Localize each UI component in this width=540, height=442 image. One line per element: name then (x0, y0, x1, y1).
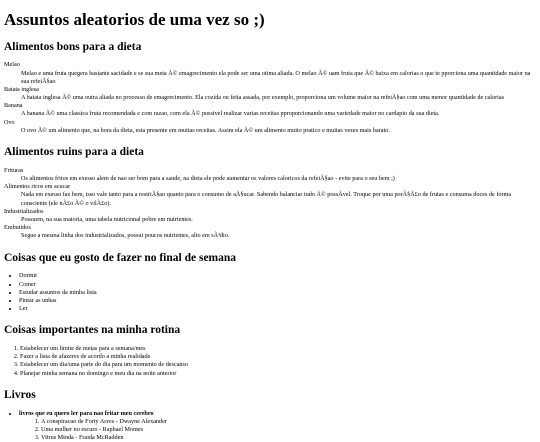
good-food-term: Banana (4, 102, 23, 110)
good-food-description: A batata inglesa Ã© uma outra aliada no processo de emagrecimento. Ela cozida ou feita assada, por exemplo, proporciona um volume maior na refeiÃ§ao com uma menor quantidade de calorias (21, 94, 505, 102)
list-item: 2. Uma mulher no escuro - Raphael Montes (41, 426, 536, 434)
routine-list (4, 345, 536, 378)
routine-heading: Coisas importantes na minha rotina (4, 324, 181, 337)
list-item: 4. Planejar minha semana no domingo e meu dia na noite anterior (20, 370, 536, 378)
good-food-description: O ovo Ã© um alimento que, na hora da dieta, esta presente em muitas receitas. Assim ela Ã© um alimento muito pratico e muitas vezes mais barato. (21, 126, 390, 134)
bad-food-term: Alimentos ricos em acucar (4, 183, 71, 191)
bad-foods-list (4, 167, 536, 241)
list-item: • Comer (19, 281, 536, 289)
good-foods-heading: Alimentos bons para a dieta (4, 40, 142, 53)
good-food-description: A banana Ã© uma classica fruta recomendada e com razao, com ela Ã© possivel realizar varias receitas pproporcionando uma variedade maior no cardapio da sua dieta. (21, 110, 440, 118)
hobbies-list (4, 272, 536, 313)
bad-food-description: Segue a mesma linha dos industrializados, possui poucos nutrientes, alto em sÃ³dio. (21, 232, 230, 240)
list-item: 3. Vitrus Minda - Fraida McRadden (41, 434, 536, 442)
bad-foods-heading: Alimentos ruins para a dieta (4, 146, 144, 159)
good-food-term: Melao (4, 61, 20, 69)
books-list (4, 410, 536, 442)
good-food-description: Melao e uma fruta quegera bastante sacidade e se sua meta Ã© emagrecimento ela pode ser uma otima aliada. O melao Ã© uam fruta que Ã© baixa em calorias o que te pporciona uma quantidade maior na sua refeiÃ§ao (21, 69, 531, 85)
books-group-label: livros que eu quero ler para nao fritar meu cerebro (19, 409, 154, 417)
good-food-term: Ovo (4, 118, 15, 126)
good-foods-list (4, 61, 536, 135)
bad-food-term: Embutidos (4, 224, 31, 232)
list-item: 1. A conspiracao de Forty Acres - Dwayne Alexander (41, 418, 536, 426)
good-food-term: Batata inglesa (4, 85, 39, 93)
bad-food-description: Nada em exesso faz bem, isso vale tanto para a restriÃ§ao quanto para o consumo de aÃ§ucar. Sabendo balanciar tudo Ã© possÃvel. Troque por uma porÃ§Ã£o de frutas e consuma doces de forma consciente (ele nÃ£o Ã© o vilÃ£o). (21, 191, 512, 207)
list-item: • Estudar assuntos da minha lista (19, 289, 536, 297)
bad-food-description: Possuem, na sua maioria, uma tabela nutricional pobre em nutrientes. (21, 215, 193, 223)
list-item: 1. Estabelecer um limite de metas para a semana/mes (20, 345, 536, 353)
list-item: 2. Fazer a lista de afazeres de acordo a minha realidade (20, 353, 536, 361)
books-group (19, 410, 536, 442)
bad-food-description: Os alimentos fritos em exesso alem de nao ser bom para a saude, na dieta ele pode aumentar os valores caloricos da refeiÃ§ao - evite para o seu bem ;) (21, 175, 395, 183)
page-title: Assuntos aleatorios de uma vez so ;) (4, 10, 265, 29)
list-item: • Dormir (19, 272, 536, 280)
bad-food-term: Frituras (4, 166, 24, 174)
list-item: 3. Estabelecer um dia/uma parte do dia para um momento de descanso (20, 361, 536, 369)
list-item: • Pintar as unhas (19, 297, 536, 305)
list-item: • Ler (19, 305, 536, 313)
bad-food-term: Industrializados (4, 207, 44, 215)
books-heading: Livros (4, 388, 36, 401)
hobbies-heading: Coisas que eu gosto de fazer no final de semana (4, 251, 237, 264)
books-sublist (19, 418, 536, 442)
